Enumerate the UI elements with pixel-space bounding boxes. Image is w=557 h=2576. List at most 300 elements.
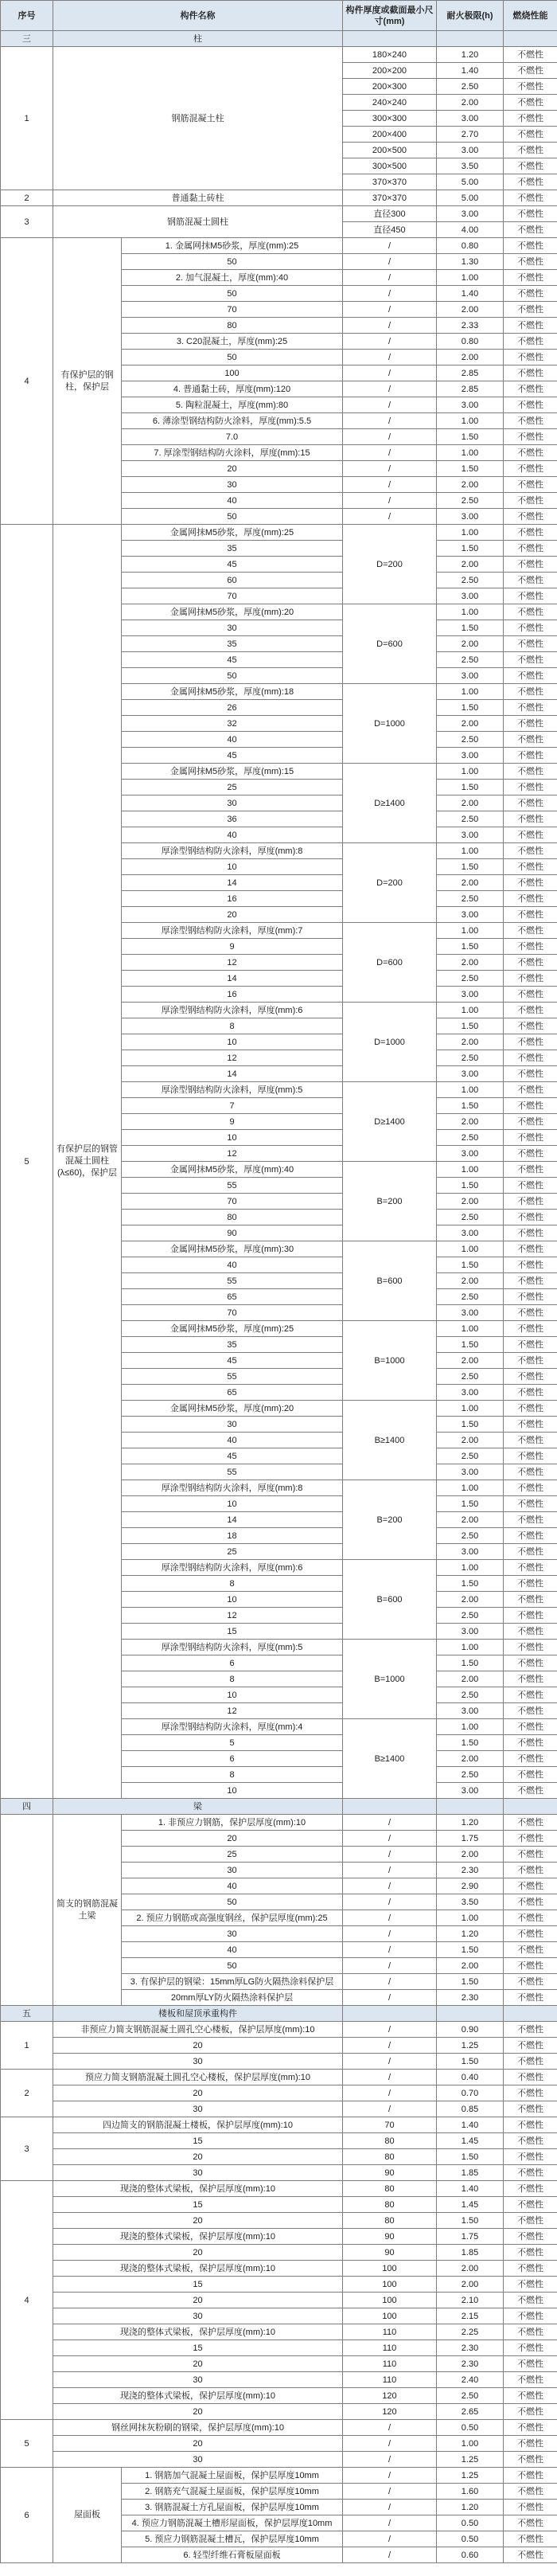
fire-resistance-limit: 1.00 bbox=[437, 1480, 504, 1496]
combustibility: 不燃性 bbox=[504, 1162, 557, 1178]
section-row bbox=[1, 2006, 557, 2022]
component-detail: 55 bbox=[122, 1464, 343, 1480]
combustibility: 不燃性 bbox=[504, 971, 557, 987]
combustibility: 不燃性 bbox=[504, 1369, 557, 1385]
fire-resistance-limit: 3.00 bbox=[437, 1225, 504, 1241]
fire-resistance-limit: 0.40 bbox=[437, 2070, 504, 2085]
fire-resistance-limit: 1.40 bbox=[437, 286, 504, 302]
section-dimension: 110 bbox=[343, 2372, 437, 2388]
combustibility: 不燃性 bbox=[504, 158, 557, 174]
component-detail: 现浇的整体式梁板，保护层厚度(mm):10 bbox=[53, 2388, 343, 2404]
component-detail: 30 bbox=[122, 620, 343, 636]
section-dimension: / bbox=[343, 1815, 437, 1831]
fire-resistance-limit: 1.00 bbox=[437, 764, 504, 780]
fire-resistance-limit: 2.00 bbox=[437, 1671, 504, 1687]
fire-resistance-limit: 2.00 bbox=[437, 1353, 504, 1369]
section-dimension: / bbox=[343, 334, 437, 350]
item-number: 2 bbox=[1, 190, 53, 206]
component-detail: 6. 薄涂型钢结构防火涂料，厚度(mm):5.5 bbox=[122, 413, 343, 429]
fire-resistance-limit: 2.30 bbox=[437, 2356, 504, 2372]
combustibility: 不燃性 bbox=[504, 1847, 557, 1863]
component-detail: 7. 厚涂型钢结构防火涂料，厚度(mm):15 bbox=[122, 445, 343, 461]
header-number: 序号 bbox=[1, 1, 53, 31]
fire-resistance-limit: 1.50 bbox=[437, 541, 504, 557]
fire-resistance-limit: 1.25 bbox=[437, 2038, 504, 2054]
fire-resistance-limit: 0.70 bbox=[437, 2085, 504, 2101]
fire-resistance-limit: 1.00 bbox=[437, 843, 504, 859]
combustibility: 不燃性 bbox=[504, 541, 557, 557]
section-dimension: 200×300 bbox=[343, 79, 437, 95]
component-detail: 10 bbox=[122, 1130, 343, 1146]
fire-resistance-limit: 3.00 bbox=[437, 748, 504, 764]
component-detail: 40 bbox=[122, 1257, 343, 1273]
fire-resistance-limit: 3.50 bbox=[437, 1894, 504, 1910]
combustibility: 不燃性 bbox=[504, 2404, 557, 2420]
section-dimension: 110 bbox=[343, 2356, 437, 2372]
section-dimension-cell bbox=[343, 31, 437, 47]
combustibility: 不燃性 bbox=[504, 716, 557, 732]
section-dimension: B≥1400 bbox=[343, 1401, 437, 1480]
combustibility: 不燃性 bbox=[504, 1942, 557, 1958]
fire-resistance-limit: 2.85 bbox=[437, 381, 504, 397]
combustibility: 不燃性 bbox=[504, 684, 557, 700]
component-detail: 30 bbox=[53, 2372, 343, 2388]
combustibility: 不燃性 bbox=[504, 318, 557, 334]
fire-resistance-limit: 2.50 bbox=[437, 1289, 504, 1305]
table-row bbox=[1, 2133, 557, 2149]
combustibility: 不燃性 bbox=[504, 2372, 557, 2388]
table-row bbox=[1, 2197, 557, 2213]
section-dimension: / bbox=[343, 2436, 437, 2452]
section-dimension: 180×240 bbox=[343, 47, 437, 63]
fire-resistance-limit: 1.50 bbox=[437, 1098, 504, 1114]
section-dimension: / bbox=[343, 2054, 437, 2070]
combustibility: 不燃性 bbox=[504, 1194, 557, 1210]
component-detail: 50 bbox=[122, 1894, 343, 1910]
component-detail: 20mm厚LY防火隔热涂料保护层 bbox=[122, 1990, 343, 2006]
fire-resistance-limit: 0.50 bbox=[437, 2420, 504, 2436]
combustibility: 不燃性 bbox=[504, 2484, 557, 2500]
table-row bbox=[1, 2181, 557, 2197]
component-detail: 20 bbox=[122, 907, 343, 923]
component-detail: 12 bbox=[122, 1146, 343, 1162]
fire-resistance-limit: 3.00 bbox=[437, 1624, 504, 1640]
fire-resistance-limit: 1.50 bbox=[437, 1178, 504, 1194]
component-detail: 厚涂型钢结构防火涂料，厚度(mm):7 bbox=[122, 923, 343, 939]
component-detail: 2. 钢筋充气混凝土屋面板，保护层厚度10mm bbox=[122, 2484, 343, 2500]
section-dimension: / bbox=[343, 318, 437, 334]
fire-resistance-limit: 2.00 bbox=[437, 875, 504, 891]
combustibility: 不燃性 bbox=[504, 1003, 557, 1018]
item-number: 3 bbox=[1, 2117, 53, 2181]
combustibility: 不燃性 bbox=[504, 190, 557, 206]
section-dimension: 110 bbox=[343, 2324, 437, 2340]
table-row bbox=[1, 2054, 557, 2070]
combustibility: 不燃性 bbox=[504, 732, 557, 748]
combustibility: 不燃性 bbox=[504, 2149, 557, 2165]
table-row bbox=[1, 2404, 557, 2420]
section-dimension: 300×500 bbox=[343, 158, 437, 174]
section-dimension: B=1000 bbox=[343, 1321, 437, 1401]
fire-resistance-limit: 1.00 bbox=[437, 1321, 504, 1337]
combustibility: 不燃性 bbox=[504, 2436, 557, 2452]
table-row bbox=[1, 525, 557, 541]
table-row bbox=[1, 2149, 557, 2165]
fire-resistance-limit: 2.33 bbox=[437, 318, 504, 334]
fire-resistance-limit: 1.50 bbox=[437, 2054, 504, 2070]
combustibility: 不燃性 bbox=[504, 2117, 557, 2133]
fire-resistance-limit: 4.00 bbox=[437, 222, 504, 238]
fire-resistance-limit: 2.30 bbox=[437, 1990, 504, 2006]
component-detail: 70 bbox=[122, 302, 343, 318]
combustibility: 不燃性 bbox=[504, 795, 557, 811]
combustibility: 不燃性 bbox=[504, 1385, 557, 1401]
component-detail: 36 bbox=[122, 811, 343, 827]
fire-resistance-limit: 2.50 bbox=[437, 1767, 504, 1783]
fire-resistance-limit: 2.85 bbox=[437, 365, 504, 381]
component-detail: 16 bbox=[122, 891, 343, 907]
combustibility: 不燃性 bbox=[504, 652, 557, 668]
combustibility: 不燃性 bbox=[504, 764, 557, 780]
combustibility: 不燃性 bbox=[504, 2229, 557, 2245]
fire-resistance-limit: 2.10 bbox=[437, 2293, 504, 2308]
section-dimension: / bbox=[343, 270, 437, 286]
fire-resistance-limit: 1.00 bbox=[437, 1560, 504, 1576]
table-row bbox=[1, 2388, 557, 2404]
fire-resistance-limit: 0.60 bbox=[437, 2547, 504, 2563]
fire-resistance-limit: 3.00 bbox=[437, 1305, 504, 1321]
combustibility: 不燃性 bbox=[504, 1640, 557, 1655]
fire-resistance-limit: 3.00 bbox=[437, 1544, 504, 1560]
fire-resistance-limit: 1.20 bbox=[437, 47, 504, 63]
combustibility: 不燃性 bbox=[504, 1767, 557, 1783]
section-dimension: / bbox=[343, 2452, 437, 2468]
fire-resistance-limit: 1.00 bbox=[437, 604, 504, 620]
fire-resistance-limit: 1.00 bbox=[437, 2436, 504, 2452]
component-detail: 20 bbox=[53, 2085, 343, 2101]
component-group-label: 有保护层的钢柱，保护层 bbox=[53, 238, 122, 525]
combustibility: 不燃性 bbox=[504, 1624, 557, 1640]
component-detail: 20 bbox=[53, 2293, 343, 2308]
component-detail: 65 bbox=[122, 1385, 343, 1401]
combustibility: 不燃性 bbox=[504, 2340, 557, 2356]
section-number: 五 bbox=[1, 2006, 53, 2022]
component-group-label: 有保护层的钢管混凝土圆柱(λ≤60)，保护层 bbox=[53, 525, 122, 1799]
combustibility: 不燃性 bbox=[504, 350, 557, 365]
combustibility: 不燃性 bbox=[504, 238, 557, 254]
section-dimension: / bbox=[343, 302, 437, 318]
combustibility: 不燃性 bbox=[504, 1050, 557, 1066]
fire-resistance-limit: 1.50 bbox=[437, 1942, 504, 1958]
section-dimension: / bbox=[343, 397, 437, 413]
fire-resistance-limit: 3.00 bbox=[437, 1146, 504, 1162]
combustibility: 不燃性 bbox=[504, 413, 557, 429]
combustibility: 不燃性 bbox=[504, 573, 557, 588]
combustibility: 不燃性 bbox=[504, 1034, 557, 1050]
section-dimension: 90 bbox=[343, 2229, 437, 2245]
section-dimension: / bbox=[343, 1990, 437, 2006]
section-dimension: 120 bbox=[343, 2404, 437, 2420]
component-detail: 50 bbox=[122, 1958, 343, 1974]
combustibility: 不燃性 bbox=[504, 1417, 557, 1433]
section-dimension: / bbox=[343, 2038, 437, 2054]
combustibility: 不燃性 bbox=[504, 2085, 557, 2101]
component-detail: 32 bbox=[122, 716, 343, 732]
component-detail: 40 bbox=[122, 732, 343, 748]
component-detail: 20 bbox=[53, 2404, 343, 2420]
fire-resistance-limit: 1.50 bbox=[437, 1257, 504, 1273]
item-number: 5 bbox=[1, 2420, 53, 2468]
section-title: 楼板和屋顶承重构件 bbox=[53, 2006, 343, 2022]
combustibility: 不燃性 bbox=[504, 1528, 557, 1544]
combustibility: 不燃性 bbox=[504, 1480, 557, 1496]
combustibility: 不燃性 bbox=[504, 827, 557, 843]
fire-resistance-limit: 1.20 bbox=[437, 1926, 504, 1942]
fire-resistance-limit: 0.90 bbox=[437, 2022, 504, 2038]
item-number: 4 bbox=[1, 238, 53, 525]
fire-resistance-limit: 2.50 bbox=[437, 1528, 504, 1544]
section-dimension: D=600 bbox=[343, 604, 437, 684]
combustibility: 不燃性 bbox=[504, 397, 557, 413]
combustibility: 不燃性 bbox=[504, 1958, 557, 1974]
table-row bbox=[1, 2308, 557, 2324]
section-dimension: 70 bbox=[343, 2117, 437, 2133]
combustibility: 不燃性 bbox=[504, 1751, 557, 1767]
fire-resistance-limit: 1.00 bbox=[437, 1719, 504, 1735]
component-detail: 厚涂型钢结构防火涂料，厚度(mm):6 bbox=[122, 1003, 343, 1018]
combustibility: 不燃性 bbox=[504, 174, 557, 190]
section-dimension: / bbox=[343, 2085, 437, 2101]
section-dimension: 80 bbox=[343, 2213, 437, 2229]
component-detail: 8 bbox=[122, 1671, 343, 1687]
component-detail: 6 bbox=[122, 1655, 343, 1671]
component-detail: 10 bbox=[122, 1687, 343, 1703]
section-dimension: D=1000 bbox=[343, 684, 437, 764]
combustibility: 不燃性 bbox=[504, 95, 557, 111]
combustibility: 不燃性 bbox=[504, 286, 557, 302]
table-row bbox=[1, 2070, 557, 2085]
component-detail: 30 bbox=[122, 795, 343, 811]
combustibility: 不燃性 bbox=[504, 2515, 557, 2531]
section-dimension: B≥1400 bbox=[343, 1719, 437, 1799]
combustibility: 不燃性 bbox=[504, 1592, 557, 1608]
component-detail: 18 bbox=[122, 1528, 343, 1544]
combustibility: 不燃性 bbox=[504, 2261, 557, 2277]
combustibility: 不燃性 bbox=[504, 2452, 557, 2468]
component-detail: 45 bbox=[122, 748, 343, 764]
fire-resistance-limit: 5.00 bbox=[437, 174, 504, 190]
table-row bbox=[1, 2452, 557, 2468]
table-row bbox=[1, 2324, 557, 2340]
component-detail: 厚涂型钢结构防火涂料，厚度(mm):5 bbox=[122, 1082, 343, 1098]
component-detail: 20 bbox=[122, 461, 343, 477]
fire-resistance-limit: 1.50 bbox=[437, 2149, 504, 2165]
component-detail: 14 bbox=[122, 1512, 343, 1528]
combustibility: 不燃性 bbox=[504, 2308, 557, 2324]
fire-resistance-limit: 5.00 bbox=[437, 190, 504, 206]
component-detail: 30 bbox=[122, 1417, 343, 1433]
table-row bbox=[1, 1815, 557, 1831]
fire-resistance-limit: 1.75 bbox=[437, 2229, 504, 2245]
combustibility: 不燃性 bbox=[504, 1608, 557, 1624]
section-dimension: D=200 bbox=[343, 525, 437, 604]
section-combustibility-cell bbox=[504, 1799, 557, 1815]
fire-resistance-limit: 1.00 bbox=[437, 923, 504, 939]
component-detail: 12 bbox=[122, 1050, 343, 1066]
fire-resistance-limit: 1.25 bbox=[437, 2452, 504, 2468]
section-dimension: / bbox=[343, 2468, 437, 2484]
fire-resistance-limit: 1.30 bbox=[437, 254, 504, 270]
component-detail: 25 bbox=[122, 1847, 343, 1863]
section-dimension: / bbox=[343, 254, 437, 270]
fire-resistance-limit: 2.50 bbox=[437, 573, 504, 588]
section-dimension-cell bbox=[343, 1799, 437, 1815]
combustibility: 不燃性 bbox=[504, 1098, 557, 1114]
component-detail: 35 bbox=[122, 636, 343, 652]
fire-resistance-limit: 1.50 bbox=[437, 1018, 504, 1034]
component-detail: 50 bbox=[122, 286, 343, 302]
combustibility: 不燃性 bbox=[504, 525, 557, 541]
combustibility: 不燃性 bbox=[504, 445, 557, 461]
fire-resistance-limit: 1.00 bbox=[437, 525, 504, 541]
combustibility: 不燃性 bbox=[504, 1130, 557, 1146]
fire-resistance-limit: 1.20 bbox=[437, 1815, 504, 1831]
fire-resistance-limit: 2.50 bbox=[437, 2388, 504, 2404]
component-detail: 30 bbox=[53, 2054, 343, 2070]
component-detail: 55 bbox=[122, 1273, 343, 1289]
fire-resistance-limit: 2.00 bbox=[437, 2261, 504, 2277]
combustibility: 不燃性 bbox=[504, 1337, 557, 1353]
component-detail: 钢丝网抹灰粉刷的钢梁，保护层厚度(mm):10 bbox=[53, 2420, 343, 2436]
table-body bbox=[1, 31, 557, 2563]
component-detail: 10 bbox=[122, 1496, 343, 1512]
fire-resistance-limit: 2.50 bbox=[437, 1210, 504, 1225]
section-dimension: 100 bbox=[343, 2261, 437, 2277]
component-detail: 55 bbox=[122, 1178, 343, 1194]
component-detail: 2. 加气混凝土，厚度(mm):40 bbox=[122, 270, 343, 286]
fire-resistance-limit: 2.70 bbox=[437, 127, 504, 143]
combustibility: 不燃性 bbox=[504, 2101, 557, 2117]
header-combustibility: 燃烧性能 bbox=[504, 1, 557, 31]
section-dimension: B=200 bbox=[343, 1480, 437, 1560]
combustibility: 不燃性 bbox=[504, 620, 557, 636]
section-row bbox=[1, 1799, 557, 1815]
fire-resistance-limit: 2.00 bbox=[437, 795, 504, 811]
fire-resistance-limit: 3.00 bbox=[437, 1385, 504, 1401]
fire-resistance-limit: 1.40 bbox=[437, 63, 504, 79]
component-detail: 14 bbox=[122, 875, 343, 891]
component-detail: 10 bbox=[122, 1783, 343, 1799]
section-number: 三 bbox=[1, 31, 53, 47]
item-number bbox=[1, 1815, 53, 2006]
combustibility: 不燃性 bbox=[504, 923, 557, 939]
combustibility: 不燃性 bbox=[504, 47, 557, 63]
section-dimension: / bbox=[343, 1878, 437, 1894]
section-dimension: 120 bbox=[343, 2388, 437, 2404]
fire-resistance-limit: 2.50 bbox=[437, 652, 504, 668]
section-dimension: 80 bbox=[343, 2149, 437, 2165]
component-detail: 100 bbox=[122, 365, 343, 381]
fire-resistance-limit: 2.00 bbox=[437, 1194, 504, 1210]
fire-resistance-limit: 1.00 bbox=[437, 1162, 504, 1178]
component-detail: 55 bbox=[122, 1369, 343, 1385]
combustibility: 不燃性 bbox=[504, 1289, 557, 1305]
component-detail: 16 bbox=[122, 987, 343, 1003]
fire-resistance-limit: 1.50 bbox=[437, 780, 504, 795]
combustibility: 不燃性 bbox=[504, 1560, 557, 1576]
section-limit-cell bbox=[437, 1799, 504, 1815]
table-row bbox=[1, 2213, 557, 2229]
component-detail: 50 bbox=[122, 509, 343, 525]
fire-resistance-limit: 3.00 bbox=[437, 1066, 504, 1082]
fire-resistance-limit: 2.00 bbox=[437, 95, 504, 111]
combustibility: 不燃性 bbox=[504, 1990, 557, 2006]
component-group-label: 屋面板 bbox=[53, 2468, 122, 2563]
table-row bbox=[1, 2101, 557, 2117]
combustibility: 不燃性 bbox=[504, 1831, 557, 1847]
combustibility: 不燃性 bbox=[504, 1273, 557, 1289]
component-detail: 80 bbox=[122, 1210, 343, 1225]
combustibility: 不燃性 bbox=[504, 557, 557, 573]
combustibility: 不燃性 bbox=[504, 63, 557, 79]
fire-resistance-limit: 2.30 bbox=[437, 2340, 504, 2356]
component-detail: 14 bbox=[122, 1066, 343, 1082]
combustibility: 不燃性 bbox=[504, 987, 557, 1003]
component-detail: 金属网抹M5砂浆，厚度(mm):30 bbox=[122, 1241, 343, 1257]
fire-resistance-limit: 1.50 bbox=[437, 859, 504, 875]
section-dimension: / bbox=[343, 2500, 437, 2515]
section-dimension: / bbox=[343, 413, 437, 429]
fire-resistance-limit: 3.00 bbox=[437, 509, 504, 525]
fire-resistance-limit: 2.00 bbox=[437, 302, 504, 318]
component-detail: 70 bbox=[122, 1194, 343, 1210]
section-dimension: / bbox=[343, 286, 437, 302]
table-row bbox=[1, 2436, 557, 2452]
section-combustibility-cell bbox=[504, 2006, 557, 2022]
fire-resistance-limit: 2.50 bbox=[437, 1369, 504, 1385]
table-row bbox=[1, 2085, 557, 2101]
section-dimension: / bbox=[343, 1926, 437, 1942]
component-detail: 6. 轻型纤维石膏板屋面板 bbox=[122, 2547, 343, 2563]
section-dimension: 直径300 bbox=[343, 206, 437, 222]
combustibility: 不燃性 bbox=[504, 381, 557, 397]
section-dimension: D≥1400 bbox=[343, 1082, 437, 1162]
section-dimension: / bbox=[343, 381, 437, 397]
section-dimension: 直径450 bbox=[343, 222, 437, 238]
combustibility: 不燃性 bbox=[504, 636, 557, 652]
fire-resistance-limit: 3.00 bbox=[437, 827, 504, 843]
fire-resistance-limit: 1.50 bbox=[437, 1655, 504, 1671]
table-row bbox=[1, 2165, 557, 2181]
component-detail: 9 bbox=[122, 1114, 343, 1130]
fire-resistance-limit: 2.50 bbox=[437, 1448, 504, 1464]
combustibility: 不燃性 bbox=[504, 2070, 557, 2085]
combustibility: 不燃性 bbox=[504, 509, 557, 525]
component-detail: 3. 钢筋混凝土方孔屋面板，保护层厚度10mm bbox=[122, 2500, 343, 2515]
fire-resistance-limit: 1.45 bbox=[437, 2197, 504, 2213]
fire-resistance-limit: 1.50 bbox=[437, 1974, 504, 1990]
table-row bbox=[1, 238, 557, 254]
component-detail: 9 bbox=[122, 939, 343, 955]
component-detail: 10 bbox=[122, 1034, 343, 1050]
fire-resistance-limit: 1.50 bbox=[437, 1496, 504, 1512]
fire-resistance-limit: 2.30 bbox=[437, 1863, 504, 1878]
component-detail: 14 bbox=[122, 971, 343, 987]
combustibility: 不燃性 bbox=[504, 939, 557, 955]
fire-resistance-limit: 3.00 bbox=[437, 907, 504, 923]
header-dimension: 构件厚度或截面最小尺寸(mm) bbox=[343, 1, 437, 31]
fire-resistance-limit: 2.00 bbox=[437, 1034, 504, 1050]
